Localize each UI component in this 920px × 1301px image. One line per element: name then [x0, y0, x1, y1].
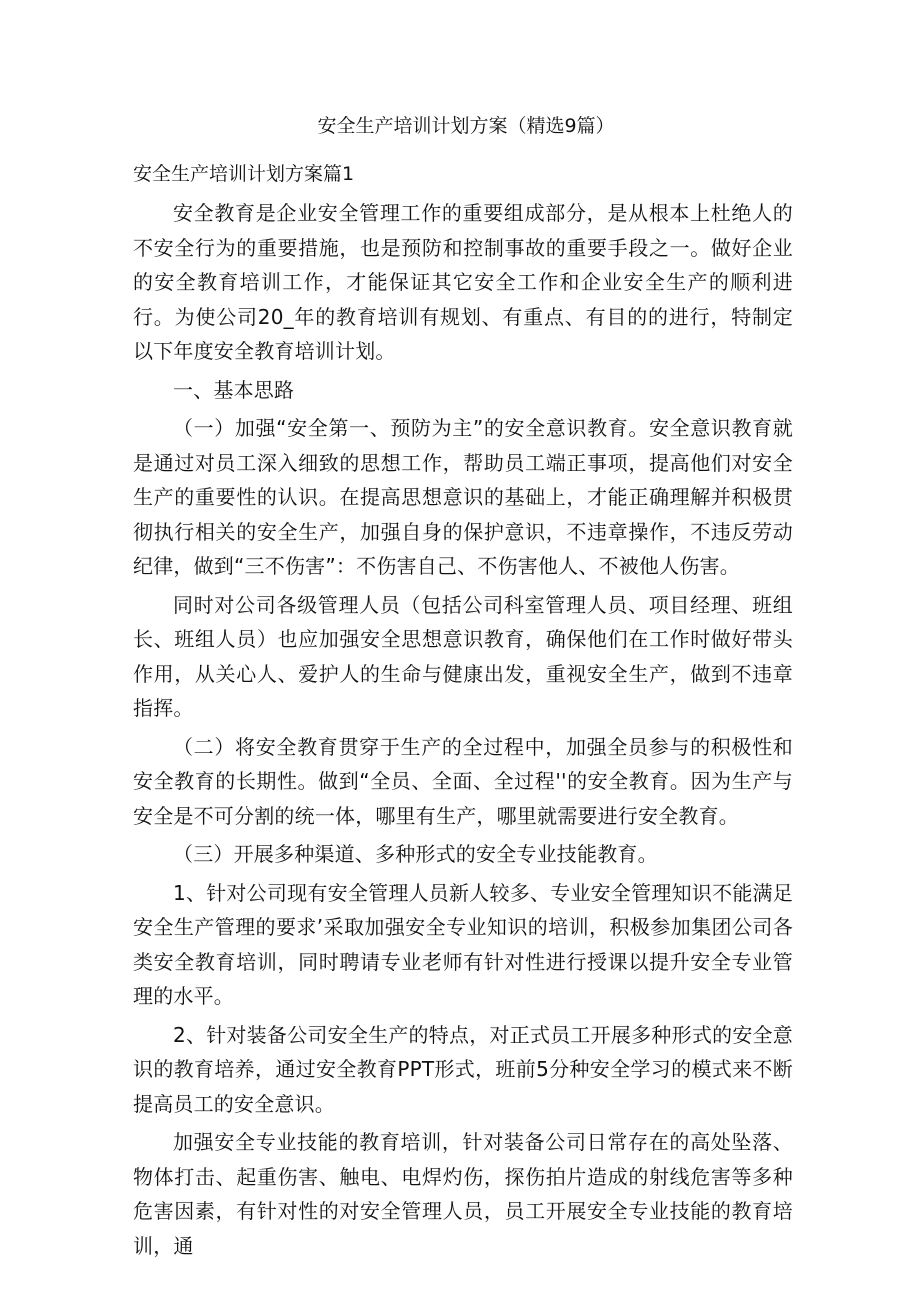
paragraph-skills: 加强安全专业技能的教育培训，针对装备公司日常存在的高处坠落、物体打击、起重伤害、触电、电焊灼伤，探伤拍片造成的射线危害等多种危害因素，有针对性的对安全管理人员，员工开展安全专业技能的教育培训，通	[133, 1130, 793, 1258]
paragraph-intro: 安全教育是企业安全管理工作的重要组成部分，是从根本上杜绝人的不安全行为的重要措施，也是预防和控制事故的重要手段之一。做好企业的安全教育培训工作，才能保证其它安全工作和企业安全生产的顺利进行。为使公司20_年的教育培训有规划、有重点、有目的的进行，特制定以下年度安全教育培训计划。	[133, 201, 793, 363]
paragraph-item-3: （三）开展多种渠道、多种形式的安全专业技能教育。	[173, 842, 658, 866]
paragraph-item-1: （一）加强“安全第一、预防为主”的安全意识教育。安全意识教育就是通过对员工深入细致的思想工作，帮助员工端正事项，提高他们对安全生产的重要性的认识。在提高思想意识的基础上，才能正确理解并积极贯彻执行相关的安全生产，加强自身的保护意识，不违章操作，不违反劳动纪律，做到“三不伤害”：不伤害自己、不伤害他人、不被他人伤害。	[133, 416, 793, 578]
paragraph-item-2: （二）将安全教育贯穿于生产的全过程中，加强全员参与的积极性和安全教育的长期性。做到“全员、全面、全过程''的安全教育。因为生产与安全是不可分割的统一体，哪里有生产，哪里就需要进行安全教育。	[133, 734, 793, 828]
paragraph-managers: 同时对公司各级管理人员（包括公司科室管理人员、项目经理、班组长、班组人员）也应加强安全思想意识教育，确保他们在工作时做好带头作用，从关心人、爱护人的生命与健康出发，重视安全生产，做到不违章指挥。	[133, 592, 793, 720]
paragraph-point-2: 2、针对装备公司安全生产的特点，对正式员工开展多种形式的安全意识的教育培养，通过安全教育PPT形式，班前5分种安全学习的模式来不断提高员工的安全意识。	[133, 1022, 793, 1116]
heading-basic-ideas: 一、基本思路	[173, 377, 295, 402]
document-title: 安全生产培训计划方案（精选9篇）	[317, 115, 615, 137]
paragraph-point-1: 1、针对公司现有安全管理人员新人较多、专业安全管理知识不能满足安全生产管理的要求’采取加强安全专业知识的培训，积极参加集团公司各类安全教育培训，同时聘请专业老师有针对性进行授课以提升安全专业管理的水平。	[133, 880, 793, 1008]
section-heading: 安全生产培训计划方案篇1	[133, 163, 355, 185]
